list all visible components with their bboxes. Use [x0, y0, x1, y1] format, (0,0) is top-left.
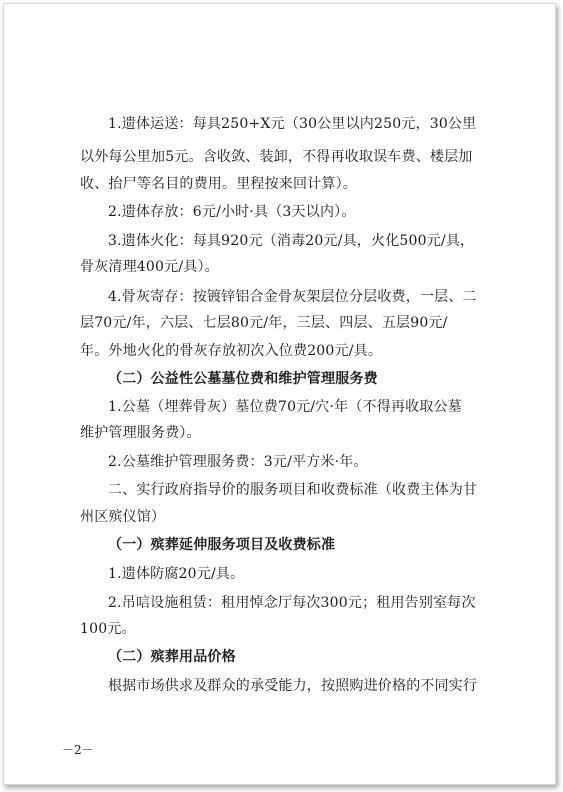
- text-line: 100元。: [80, 621, 136, 637]
- text-line: 2.公墓维护管理服务费：3元/平方米·年。: [108, 454, 368, 470]
- section-heading: （二）殡葬用品价格: [108, 649, 236, 665]
- text-line: 1.遗体运送：每具250+X元（30公里以内250元，30公里: [108, 116, 477, 132]
- text-line: 维护管理服务费）。: [80, 425, 201, 441]
- text-line: 收、抬尸等名目的费用。里程按来回计算）。: [80, 176, 357, 192]
- text-line: 1.遗体防腐20元/具。: [108, 566, 245, 582]
- section-heading: （二）公益性公墓墓位费和维护管理服务费: [108, 371, 378, 387]
- text-line: 层70元/年，六层、七层80元/年，三层、四层、五层90元/: [80, 315, 448, 331]
- text-line: 骨灰清理400元/具）。: [80, 259, 219, 275]
- text-line: 1.公墓（埋葬骨灰）墓位费70元/穴·年（不得再收取公墓: [108, 399, 462, 415]
- text-line: 年。外地火化的骨灰存放初次入位费200元/具。: [80, 343, 383, 359]
- section-heading-continuation: 州区殡仪馆）: [80, 509, 166, 525]
- text-line: 4.骨灰寄存：按镀锌铝合金骨灰架层位分层收费，一层、二: [108, 289, 477, 305]
- document-page: [3, 3, 556, 785]
- text-line: 2.吊唁设施租赁：租用悼念厅每次300元；租用告别室每次: [108, 595, 476, 611]
- text-line: 根据市场供求及群众的承受能力，按照购进价格的不同实行: [108, 678, 478, 694]
- text-line: 3.遗体火化：每具920元（消毒20元/具，火化500元/具，: [108, 233, 475, 249]
- text-line: 以外每公里加5元。含收敛、装卸，不得再收取误车费、楼层加: [80, 149, 473, 165]
- section-heading: （一）殡葬延伸服务项目及收费标准: [108, 537, 336, 553]
- page-number: －2－: [62, 743, 94, 757]
- text-line: 2.遗体存放：6元/小时·具（3天以内）。: [108, 204, 356, 220]
- section-heading: 二、实行政府指导价的服务项目和收费标准（收费主体为甘: [108, 482, 478, 498]
